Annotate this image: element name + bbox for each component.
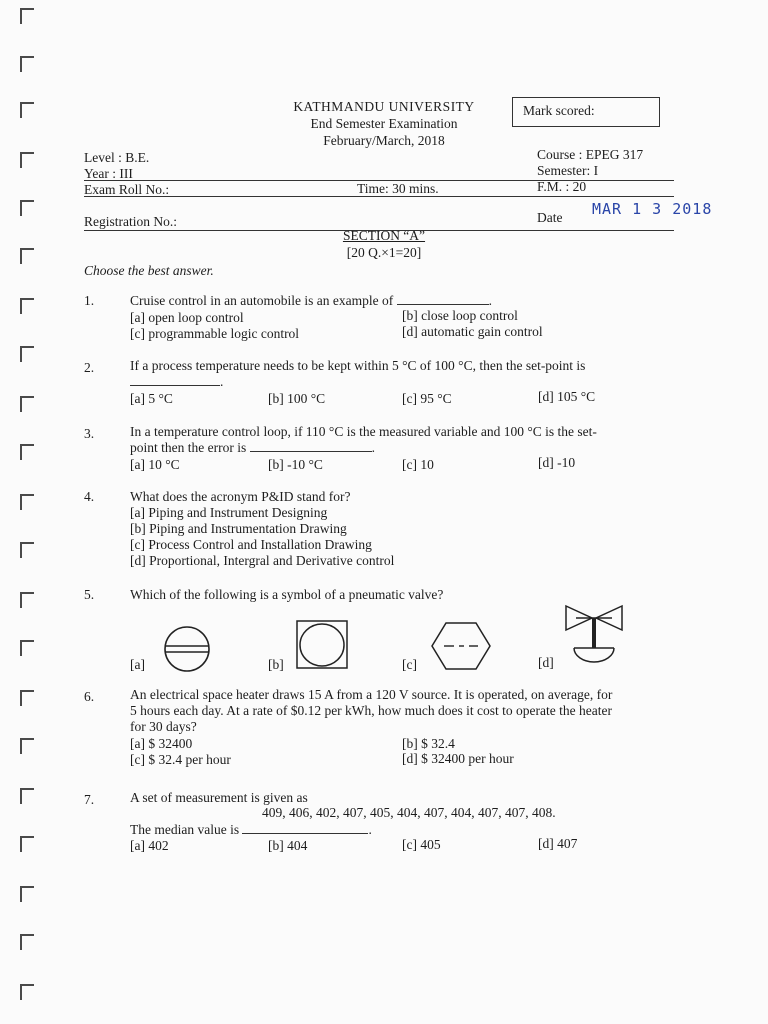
semester-field: Semester: I <box>537 163 599 178</box>
option-a[interactable]: [a] 5 °C <box>130 391 173 406</box>
option-c[interactable]: [c] $ 32.4 per hour <box>130 752 231 767</box>
option-c[interactable]: [c] <box>402 657 417 672</box>
binder-mark <box>20 640 34 660</box>
binder-mark <box>20 56 34 76</box>
question-number: 5. <box>84 587 95 602</box>
binder-mark <box>20 836 34 856</box>
option-d[interactable]: [d] 105 °C <box>538 389 596 404</box>
question-6 <box>84 687 684 777</box>
binder-mark <box>20 738 34 758</box>
binder-mark <box>20 346 34 366</box>
binder-mark <box>20 788 34 808</box>
question-1 <box>84 293 684 343</box>
instruction: Choose the best answer. <box>84 263 214 278</box>
option-b[interactable]: [b] close loop control <box>402 308 518 323</box>
section-title: SECTION “A” <box>342 228 426 243</box>
option-c[interactable]: [c] 405 <box>402 837 441 852</box>
binder-mark <box>20 298 34 318</box>
question-text: An electrical space heater draws 15 A from a 120 V source. It is operated, on average, for <box>130 687 613 702</box>
section-marks: [20 Q.×1=20] <box>346 245 422 260</box>
answer-blank: . <box>130 374 223 390</box>
option-b[interactable]: [b] $ 32.4 <box>402 736 455 751</box>
valve-symbol-a-icon <box>162 624 212 674</box>
question-number: 3. <box>84 426 95 441</box>
university-name: KATHMANDU UNIVERSITY <box>293 99 475 114</box>
measurement-values: 409, 406, 402, 407, 405, 404, 407, 404, 407, 407, 408. <box>262 805 556 820</box>
option-c[interactable]: [c] 10 <box>402 457 434 472</box>
question-number: 6. <box>84 689 95 704</box>
binder-mark <box>20 200 34 220</box>
header-rule <box>84 180 674 181</box>
course-field: Course : EPEG 317 <box>537 147 644 162</box>
question-text-line3: The median value is . <box>130 822 372 837</box>
option-a[interactable]: [a] <box>130 657 145 672</box>
binder-mark <box>20 934 34 954</box>
header-rule <box>84 196 674 197</box>
question-number: 2. <box>84 360 95 375</box>
option-d[interactable]: [d] Proportional, Intergral and Derivative control <box>130 553 395 568</box>
question-text: Which of the following is a symbol of a pneumatic valve? <box>130 587 444 602</box>
option-c[interactable]: [c] Process Control and Installation Drawing <box>130 537 372 552</box>
binder-mark <box>20 152 34 172</box>
option-a[interactable]: [a] $ 32400 <box>130 736 193 751</box>
option-a[interactable]: [a] 402 <box>130 838 169 853</box>
exam-session: February/March, 2018 <box>323 133 445 148</box>
option-b[interactable]: [b] 404 <box>268 838 308 853</box>
question-number: 1. <box>84 293 95 308</box>
binder-mark <box>20 592 34 612</box>
time-field: Time: 30 mins. <box>357 181 439 196</box>
question-text-line2: point then the error is . <box>130 440 375 455</box>
mark-scored-box: Mark scored: <box>512 97 660 127</box>
year-field: Year : III <box>84 166 133 181</box>
option-c[interactable]: [c] 95 °C <box>402 391 452 406</box>
exam-title: End Semester Examination <box>310 116 458 131</box>
date-label: Date <box>537 210 563 225</box>
option-b[interactable]: [b] <box>268 657 284 672</box>
binder-mark <box>20 444 34 464</box>
binder-mark <box>20 984 34 1004</box>
option-d[interactable]: [d] 407 <box>538 836 578 851</box>
option-d[interactable]: [d] automatic gain control <box>402 324 543 339</box>
option-a[interactable]: [a] Piping and Instrument Designing <box>130 505 328 520</box>
level-field: Level : B.E. <box>84 150 150 165</box>
fm-field: F.M. : 20 <box>537 179 587 194</box>
question-2 <box>84 358 684 408</box>
question-number: 4. <box>84 489 95 504</box>
binder-mark <box>20 886 34 906</box>
binder-mark <box>20 8 34 28</box>
question-text: In a temperature control loop, if 110 °C is the measured variable and 100 °C is the set- <box>130 424 597 439</box>
binder-mark <box>20 690 34 710</box>
binder-mark <box>20 494 34 514</box>
question-text-line2: 5 hours each day. At a rate of $0.12 per kWh, how much does it cost to operate the heater <box>130 703 612 718</box>
option-a[interactable]: [a] 10 °C <box>130 457 180 472</box>
option-a[interactable]: [a] open loop control <box>130 310 244 325</box>
question-3 <box>84 424 684 474</box>
binder-mark <box>20 542 34 562</box>
binder-mark <box>20 396 34 416</box>
question-4 <box>84 489 684 569</box>
valve-symbol-c-icon <box>430 621 492 671</box>
question-text: Cruise control in an automobile is an example of . <box>130 293 492 308</box>
option-d[interactable]: [d] $ 32400 per hour <box>402 751 514 766</box>
exam-roll-field: Exam Roll No.: <box>84 182 170 197</box>
question-number: 7. <box>84 792 95 807</box>
registration-field: Registration No.: <box>84 214 177 229</box>
question-7 <box>84 790 684 860</box>
option-c[interactable]: [c] programmable logic control <box>130 326 300 341</box>
option-b[interactable]: [b] 100 °C <box>268 391 326 406</box>
option-d[interactable]: [d] -10 <box>538 455 576 470</box>
valve-symbol-b-icon <box>296 620 348 670</box>
question-text: A set of measurement is given as <box>130 790 308 805</box>
question-text-line3: for 30 days? <box>130 719 197 734</box>
question-text: What does the acronym P&ID stand for? <box>130 489 351 504</box>
option-b[interactable]: [b] Piping and Instrumentation Drawing <box>130 521 347 536</box>
valve-symbol-d-icon <box>562 604 626 668</box>
option-d[interactable]: [d] <box>538 655 554 670</box>
question-text: If a process temperature needs to be kept within 5 °C of 100 °C, then the set-point is <box>130 358 586 373</box>
date-stamp: MAR 1 3 2018 <box>592 200 713 218</box>
option-b[interactable]: [b] -10 °C <box>268 457 323 472</box>
